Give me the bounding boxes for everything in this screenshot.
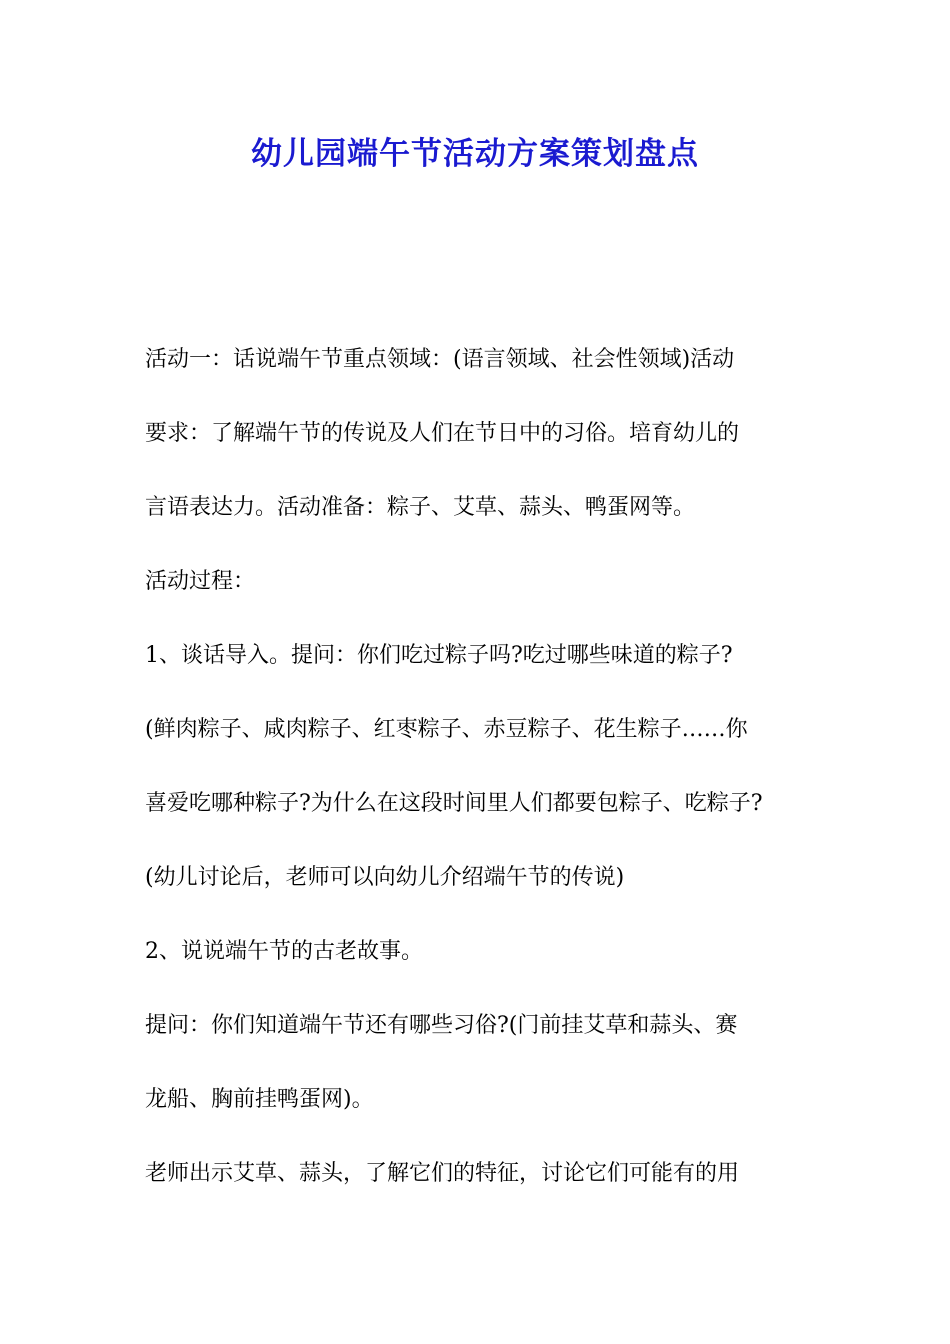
text-line: 龙船、胸前挂鸭蛋网)。 [145,1087,374,1112]
text-line: 言语表达力。活动准备：粽子、艾草、蒜头、鸭蛋网等。 [145,495,696,520]
text-line: 2、说说端午节的古老故事。 [145,939,423,964]
text-line: 1、谈话导入。提问：你们吃过粽子吗?吃过哪些味道的粽子? [145,643,733,668]
text-line: 活动一：话说端午节重点领域：(语言领域、社会性领域)活动 [145,347,735,372]
document-body [145,335,815,1223]
text-line: 喜爱吃哪种粽子?为什么在这段时间里人们都要包粽子、吃粽子? [145,791,763,816]
text-line: 老师出示艾草、蒜头，了解它们的特征，讨论它们可能有的用 [145,1161,740,1186]
text-line: 要求：了解端午节的传说及人们在节日中的习俗。培育幼儿的 [145,421,740,446]
text-line: (鲜肉粽子、咸肉粽子、红枣粽子、赤豆粽子、花生粽子……你 [145,717,748,742]
text-line: 活动过程： [145,569,256,594]
text-line: 提问：你们知道端午节还有哪些习俗?(门前挂艾草和蒜头、赛 [145,1013,738,1038]
document-title: 幼儿园端午节活动方案策划盘点 [251,136,699,172]
text-line: (幼儿讨论后，老师可以向幼儿介绍端午节的传说) [145,865,625,890]
